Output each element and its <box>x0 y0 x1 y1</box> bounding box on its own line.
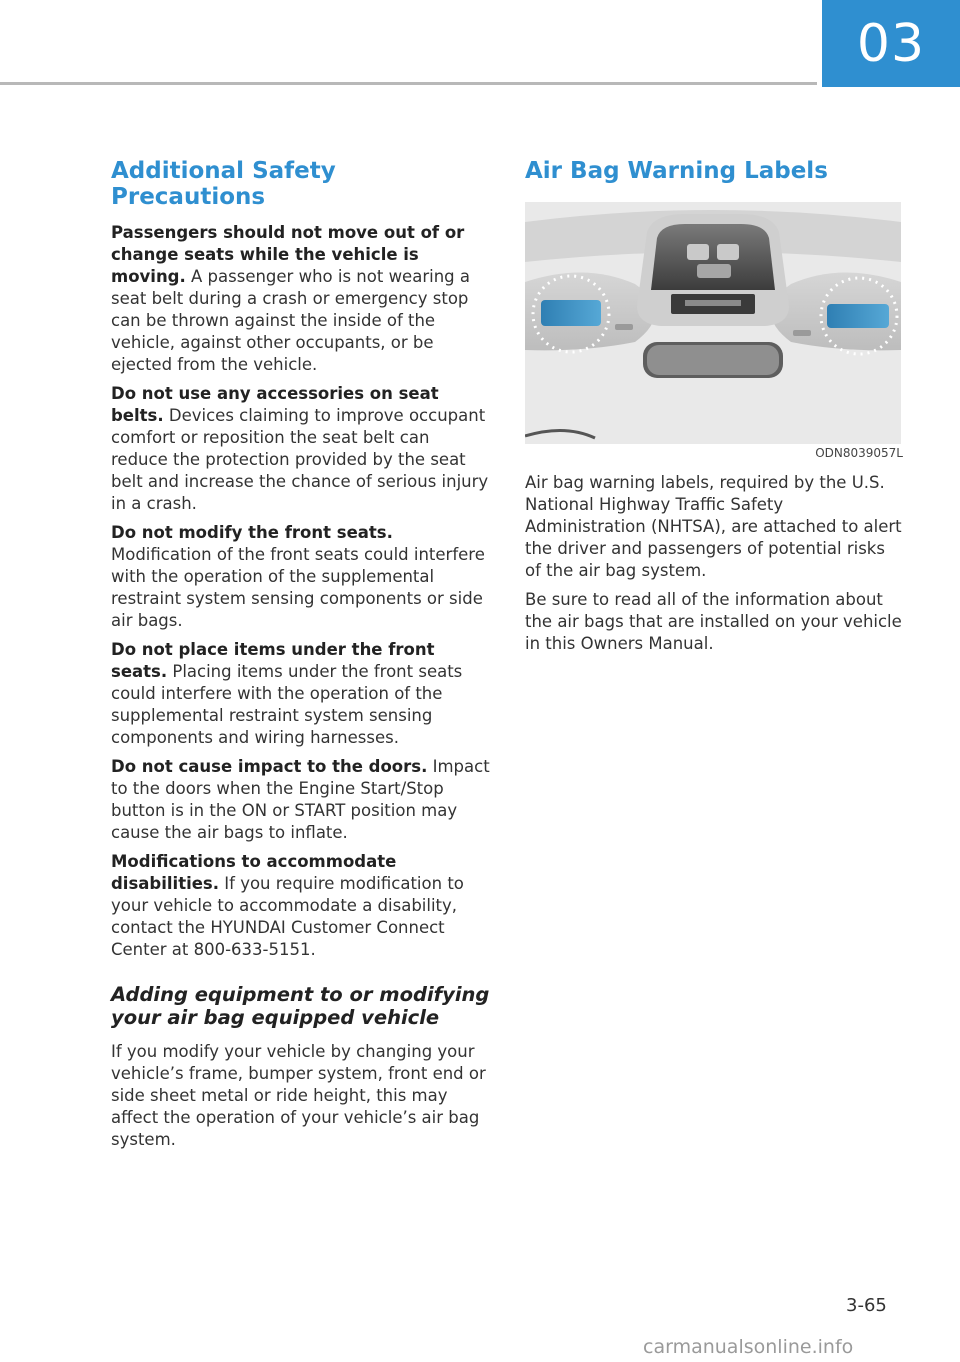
airbag-label-photo <box>525 202 901 444</box>
section-title-safety-precautions: Additional Safety Precautions <box>111 158 336 210</box>
paragraph-lead: Do not use any accessories on seat belts. <box>111 384 439 425</box>
paragraph-body: Devices claiming to improve occupant comfort or reposition the seat belt can reduce the protection provided by the seat belt and increase the chance of serious injury in a crash. <box>111 406 489 513</box>
chapter-number: 03 <box>856 13 926 74</box>
left-column <box>111 158 491 1158</box>
right-airbag-warning-label <box>827 304 889 328</box>
chapter-tab <box>822 0 960 87</box>
overhead-console-illustration <box>525 202 901 444</box>
section-title-warning-labels: Air Bag Warning Labels <box>525 158 828 184</box>
paragraph-door-impact <box>111 756 491 844</box>
paragraph-body: Placing items under the front seats could interfere with the operation of the supplemental restraint system sensing components and wiring harnesses. <box>111 662 463 747</box>
left-airbag-warning-label <box>541 300 601 326</box>
paragraph-lead: Passengers should not move out of or change seats while the vehicle is moving. <box>111 223 465 286</box>
paragraph-body: Modification of the front seats could interfere with the operation of the supplemental restraint system sensing components or side air bags. <box>111 545 485 630</box>
page-number: 3-65 <box>846 1295 887 1316</box>
paragraph-seat-movement <box>111 222 491 376</box>
paragraph-lead: Do not modify the front seats. <box>111 523 393 542</box>
footer-watermark: carmanualsonline.info <box>643 1336 854 1358</box>
paragraph-items-under-seats <box>111 639 491 749</box>
figure-caption: ODN8039057L <box>815 446 903 460</box>
paragraph-read-manual: Be sure to read all of the information about the air bags that are installed on your vehicle in this Owners Manual. <box>525 590 902 653</box>
subsection-title-adding-equipment: Adding equipment to or modifying your air bag equipped vehicle <box>111 983 490 1029</box>
right-column <box>525 158 903 662</box>
paragraph-disabilities <box>111 851 491 961</box>
paragraph-body: Impact to the doors when the Engine Start/Stop button is in the ON or START position may cause the air bags to inflate. <box>111 757 490 842</box>
paragraph-body: If you require modification to your vehicle to accommodate a disability, contact the HYUNDAI Customer Connect Center at 800-633-5151. <box>111 874 464 959</box>
header-rule <box>0 82 817 85</box>
paragraph-lead: Do not cause impact to the doors. <box>111 757 428 776</box>
paragraph-body: A passenger who is not wearing a seat belt during a crash or emergency stop can be thrown against the inside of the vehicle, against other occupants, or be ejected from the vehicle. <box>111 267 470 374</box>
paragraph-adding-equipment: If you modify your vehicle by changing your vehicle’s frame, bumper system, front end or side sheet metal or ride height, this may affect the operation of your vehicle’s air bag system. <box>111 1042 486 1149</box>
paragraph-front-seats <box>111 522 491 632</box>
paragraph-labels-required: Air bag warning labels, required by the U.S. National Highway Traffic Safety Administration (NHTSA), are attached to alert the driver and passengers of potential risks of the air bag system. <box>525 473 902 580</box>
paragraph-seat-belt-accessories <box>111 383 491 515</box>
paragraph-lead: Modifications to accommodate disabilities. <box>111 852 397 893</box>
paragraph-lead: Do not place items under the front seats. <box>111 640 435 681</box>
